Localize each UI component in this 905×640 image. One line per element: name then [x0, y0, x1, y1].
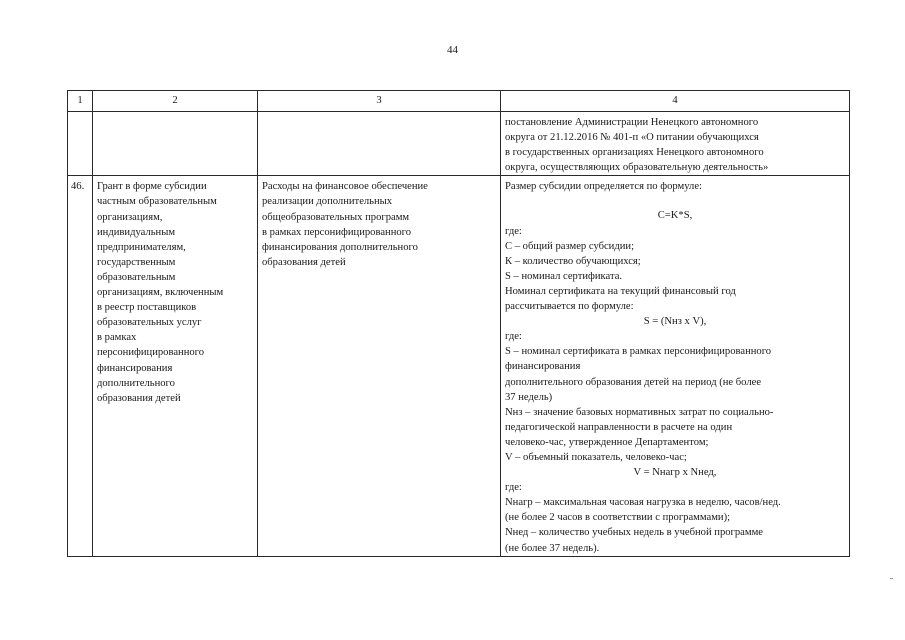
text-line: в государственных организациях Ненецкого автономного	[505, 147, 764, 159]
text-line: С – общий размер субсидии;	[505, 240, 635, 252]
row-number-text: 46.	[71, 181, 85, 193]
text-line: дополнительного образования детей на период (не более	[505, 376, 762, 388]
continuation-col-1	[68, 112, 93, 176]
expense-description-cell	[258, 176, 501, 556]
text-line: финансирования	[505, 361, 581, 373]
text-line: Расходы на финансовое обеспечение	[262, 181, 428, 193]
text-line: образовательным	[97, 271, 176, 283]
scan-mark	[890, 578, 893, 579]
calculation-method-cell	[501, 176, 850, 556]
header-col-3: 3	[258, 91, 501, 112]
text-line: Номинал сертификата на текущий финансовый год	[505, 285, 736, 297]
page-number: 44	[447, 44, 458, 56]
text-line: округа, осуществляющих образовательную деятельность»	[505, 162, 769, 174]
text-line: индивидуальным	[97, 226, 176, 238]
expense-description	[262, 179, 496, 270]
text-line: округа от 21.12.2016 № 401-п «О питании обучающихся	[505, 132, 759, 144]
continuation-text	[505, 115, 845, 175]
row-number	[68, 176, 93, 556]
text-line: Nнед – количество учебных недель в учебной программе	[505, 527, 763, 539]
grant-description	[97, 179, 253, 405]
text-line: организациям,	[97, 211, 163, 223]
text-line: Nнз – значение базовых нормативных затрат по социально-	[505, 406, 774, 418]
formula-intro: Размер субсидии определяется по формуле:	[505, 181, 702, 193]
text-line: К – количество обучающихся;	[505, 255, 641, 267]
calculation-method	[505, 179, 845, 555]
text-line: (не более 2 часов в соответствии с программами);	[505, 512, 731, 524]
text-line: в реестр поставщиков	[97, 302, 197, 314]
text-line: где:	[505, 331, 522, 343]
formula-subsidy: C=K*S,	[657, 210, 693, 222]
text-line: Nнагр – максимальная часовая нагрузка в неделю, часов/нед.	[505, 497, 781, 509]
table-row-46	[68, 176, 850, 556]
text-line: дополнительного	[97, 377, 175, 389]
formula-volume: V = Nнагр х Nнед,	[633, 467, 717, 479]
text-line: образования детей	[262, 256, 346, 268]
text-line: где:	[505, 482, 522, 494]
text-line: педагогической направленности в расчете на один	[505, 421, 733, 433]
text-line: (не более 37 недель).	[505, 542, 600, 554]
text-line: рассчитывается по формуле:	[505, 301, 634, 313]
header-col-2: 2	[93, 91, 258, 112]
spacer	[505, 194, 845, 208]
text-line: S – номинал сертификата.	[505, 270, 623, 282]
continuation-col-2	[93, 112, 258, 176]
text-line: постановление Администрации Ненецкого автономного	[505, 117, 759, 128]
text-line: организациям, включенным	[97, 287, 224, 299]
text-line: S – номинал сертификата в рамках персонифицированного	[505, 346, 772, 358]
text-line: финансирования дополнительного	[262, 241, 418, 253]
text-line: финансирования	[97, 362, 173, 374]
formula-certificate: S = (Nнз х V),	[643, 316, 707, 328]
grant-description-cell	[93, 176, 258, 556]
text-line: персонифицированного	[97, 347, 205, 359]
continuation-col-4	[501, 112, 850, 176]
text-line: частным образовательным	[97, 196, 217, 208]
text-line: предпринимателям,	[97, 241, 186, 253]
text-line: образования детей	[97, 392, 181, 404]
text-line: государственным	[97, 256, 176, 268]
continuation-col-3	[258, 112, 501, 176]
text-line: V – объемный показатель, человеко-час;	[505, 451, 687, 463]
text-line: где:	[505, 225, 522, 237]
header-col-4: 4	[501, 91, 850, 112]
document-table	[67, 90, 850, 557]
text-line: общеобразовательных программ	[262, 211, 410, 223]
continuation-row	[68, 112, 850, 176]
text-line: в рамках персонифицированного	[262, 226, 412, 238]
text-line: 37 недель)	[505, 391, 553, 403]
header-col-1: 1	[68, 91, 93, 112]
text-line: Грант в форме субсидии	[97, 181, 207, 193]
text-line: человеко-час, утвержденное Департаментом;	[505, 436, 709, 448]
table-header-row	[68, 91, 850, 112]
text-line: в рамках	[97, 332, 137, 344]
text-line: образовательных услуг	[97, 317, 202, 329]
text-line: реализации дополнительных	[262, 196, 393, 208]
